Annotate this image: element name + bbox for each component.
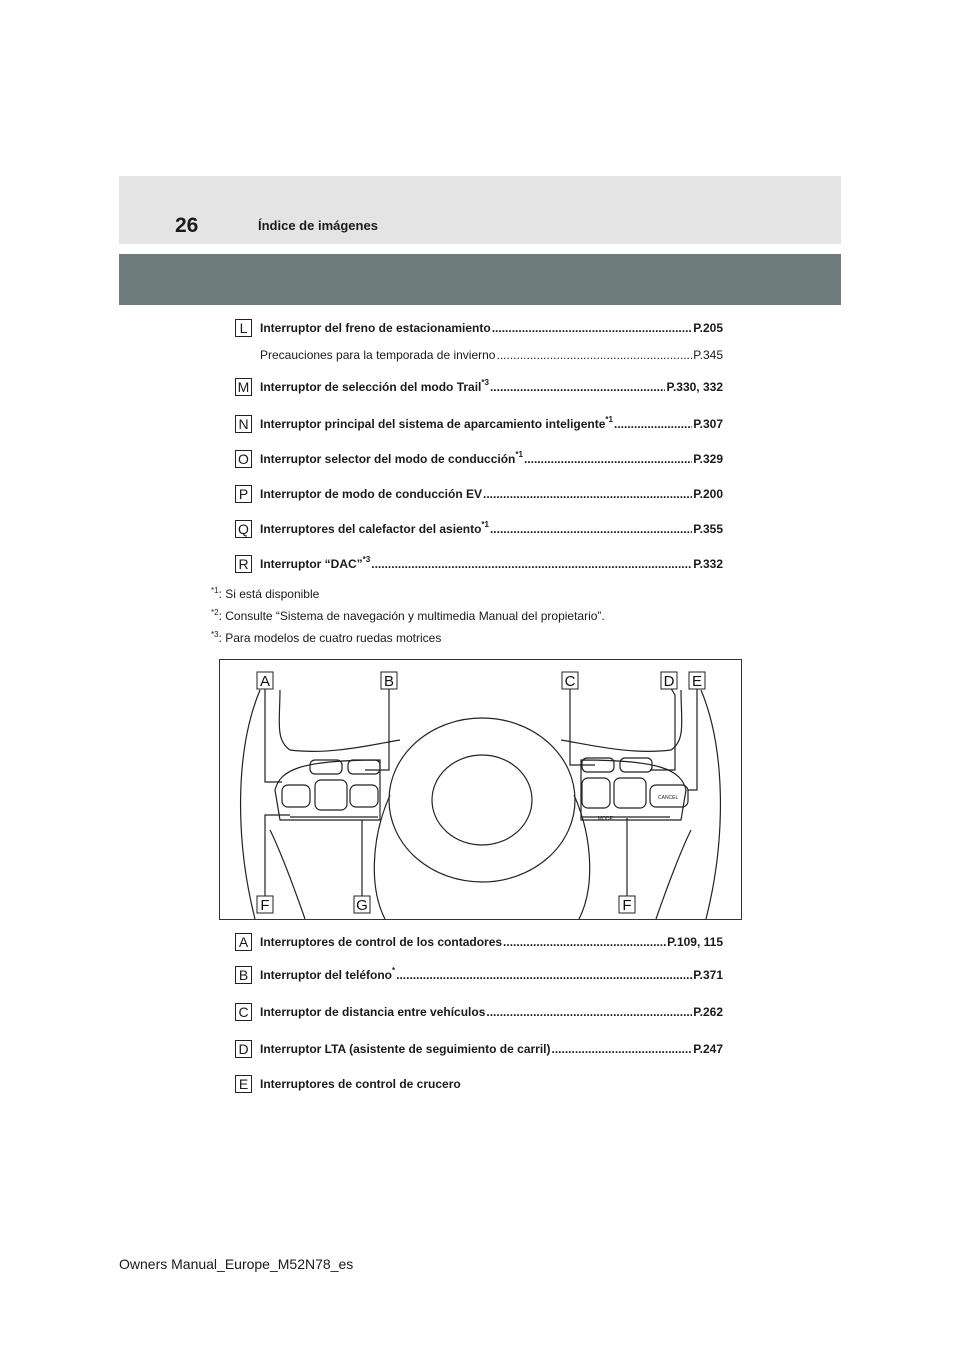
enter-button <box>315 780 347 810</box>
horn-pad-outer <box>389 718 575 882</box>
page-reference[interactable]: P.109, 115 <box>667 935 723 949</box>
footnote-mark: *3 <box>481 378 489 387</box>
index-entry-parking-brake <box>235 319 723 337</box>
index-entry-trail-mode <box>235 378 723 396</box>
wheel-rim-right <box>701 690 720 919</box>
mode-button-label: MODE <box>598 816 613 822</box>
footnote-mark: *1 <box>481 520 489 529</box>
wheel-rim-left <box>241 690 260 919</box>
index-entry-dac <box>235 555 723 573</box>
letter-label: C <box>235 1003 252 1021</box>
entry-label: Interruptor “DAC” <box>260 557 363 571</box>
callout-g: G <box>356 897 368 914</box>
callout-b: B <box>383 673 395 690</box>
steering-wheel-figure <box>219 659 742 920</box>
page-reference[interactable]: P.307 <box>693 417 723 431</box>
footnote: $^{*2}$: Consulte “Sistema de navegación y multimedia Manual del propietario”. <box>211 608 605 623</box>
index-entry-meter-control <box>235 933 723 951</box>
page-reference[interactable]: P.200 <box>693 487 723 501</box>
letter-label: M <box>235 378 252 396</box>
hub-left-edge <box>374 795 390 919</box>
page-reference[interactable]: P.371 <box>693 968 723 982</box>
entry-label: Interruptor de selección del modo Trail <box>260 380 482 394</box>
letter-label: L <box>235 319 252 337</box>
entry-label: Interruptores del calefactor del asiento <box>260 522 482 536</box>
index-entry-seat-heater <box>235 520 723 538</box>
page-reference[interactable]: P.262 <box>693 1005 723 1019</box>
index-entry-ev-mode <box>235 485 723 503</box>
letter-label: B <box>235 966 252 984</box>
entry-label: Interruptor de distancia entre vehículos <box>260 1005 486 1019</box>
page-number: 26 <box>175 214 199 237</box>
callout-c: C <box>564 673 576 690</box>
index-subentry-winter <box>235 346 723 364</box>
right-switch-panel <box>581 760 686 820</box>
cruise-lever <box>614 778 646 808</box>
section-title: Índice de imágenes <box>258 218 378 233</box>
wheel-lower-right <box>656 830 691 919</box>
entry-label: Interruptor selector del modo de conducción <box>260 452 516 466</box>
cancel-button-label: CANCEL <box>658 795 679 801</box>
entry-label: Interruptor LTA (asistente de seguimiento de carril) <box>260 1042 551 1056</box>
left-arrow-button <box>282 785 310 807</box>
entry-label: Interruptor de modo de conducción EV <box>260 487 483 501</box>
right-arrow-button <box>350 785 378 807</box>
index-entry-lta <box>235 1040 723 1058</box>
page-reference[interactable]: P.332 <box>693 557 723 571</box>
letter-label: D <box>235 1040 252 1058</box>
entry-label: Precauciones para la temporada de invierno <box>260 348 496 362</box>
letter-label: A <box>235 933 252 951</box>
horn-pad-emblem <box>432 755 532 845</box>
leader-b <box>365 685 389 770</box>
index-entry-drive-mode <box>235 450 723 468</box>
leader-e <box>688 685 697 790</box>
wheel-spoke-left-top <box>279 690 400 751</box>
page-reference[interactable]: P.329 <box>693 452 723 466</box>
letter-label: R <box>235 555 252 573</box>
lta-button <box>620 758 652 772</box>
letter-label: O <box>235 450 252 468</box>
hub-right-edge <box>574 795 590 919</box>
index-entry-cruise-control <box>235 1075 723 1093</box>
phone-button <box>348 760 380 774</box>
page-reference[interactable]: P.247 <box>693 1042 723 1056</box>
entry-label: Interruptor principal del sistema de aparcamiento inteligente <box>260 417 606 431</box>
callout-f-left: F <box>260 897 270 914</box>
wheel-lower-left <box>270 830 305 919</box>
page-reference[interactable]: P.345 <box>693 348 723 362</box>
callout-a: A <box>259 673 271 690</box>
footnote-mark: * <box>392 966 396 975</box>
cruise-main-button <box>582 778 610 808</box>
steering-wheel-illustration <box>220 660 741 919</box>
leader-d <box>650 685 675 770</box>
footer-text: Owners Manual_Europe_M52N78_es <box>119 1256 354 1272</box>
footnote: $^{*3}$: Para modelos de cuatro ruedas motrices <box>211 630 442 645</box>
footnote-mark: *3 <box>362 555 371 564</box>
letter-label: Q <box>235 520 252 538</box>
index-entry-parking-assist <box>235 415 723 433</box>
footnote-mark: *1 <box>605 415 613 424</box>
header-band <box>119 176 841 244</box>
entry-label: Interruptores de control de los contadores <box>260 935 503 949</box>
page-reference[interactable]: P.205 <box>693 321 723 335</box>
letter-label: N <box>235 415 252 433</box>
callout-d: D <box>663 673 675 690</box>
footnote-mark: *1 <box>515 450 523 459</box>
callout-e: E <box>691 673 703 690</box>
page-reference[interactable]: P.355 <box>693 522 723 536</box>
index-entry-phone-switch <box>235 966 723 984</box>
footnote: $^{*1}$: Si está disponible <box>211 586 320 601</box>
letter-label: P <box>235 485 252 503</box>
wheel-spoke-right-top <box>561 690 682 751</box>
section-banner <box>119 254 841 305</box>
leader-c <box>570 685 595 765</box>
left-switch-panel <box>275 760 380 820</box>
callout-f-right: F <box>622 897 632 914</box>
page-reference[interactable]: P.330, 332 <box>666 380 723 394</box>
entry-label: Interruptores de control de crucero <box>260 1077 461 1091</box>
entry-label: Interruptor del freno de estacionamiento <box>260 321 491 335</box>
index-entry-distance <box>235 1003 723 1021</box>
leader-f-left <box>265 815 290 900</box>
letter-label: E <box>235 1075 252 1093</box>
entry-label: Interruptor del teléfono <box>260 968 392 982</box>
